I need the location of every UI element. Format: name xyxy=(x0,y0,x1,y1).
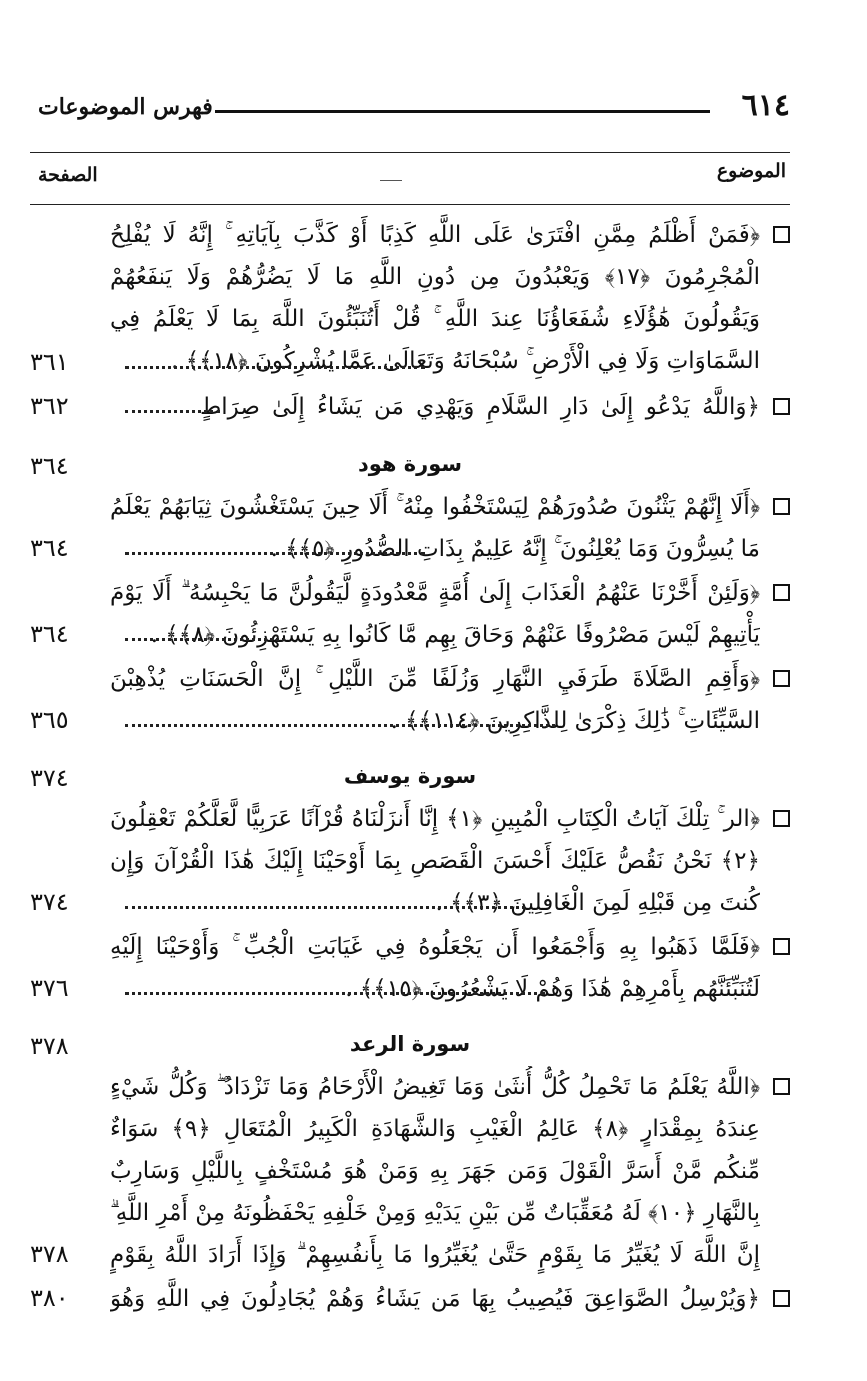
leader-dots xyxy=(125,638,285,641)
checkbox-icon xyxy=(773,398,790,415)
checkbox-icon xyxy=(773,498,790,515)
index-entry xyxy=(30,926,790,1010)
checkbox-icon xyxy=(773,584,790,601)
header-divider xyxy=(30,152,790,153)
surah-heading xyxy=(30,452,790,484)
entry-page-number: ٣٦٥ xyxy=(30,706,69,734)
verse-text: ﴿فَلَمَّا ذَهَبُوا بِهِ وَأَجْمَعُوا أَن يَجْعَلُوهُ فِي غَيَابَتِ الْجُبِّ ۚ وَأَوْحَيْنَا إِلَيْهِ لَتُنَبِّئَنَّهُم بِأَمْرِهِمْ هَٰذَا وَهُمْ لَا يَشْعُرُونَ ﴿١٥﴾﴾ . xyxy=(110,934,760,1002)
checkbox-icon xyxy=(773,938,790,955)
verse-text: ﴿وَلَئِنْ أَخَّرْنَا عَنْهُمُ الْعَذَابَ إِلَىٰ أُمَّةٍ مَّعْدُودَةٍ لَّيَقُولُنَّ مَا يَحْبِسُهُ ۗ أَلَا يَوْمَ يَأْتِيهِمْ لَيْسَ مَصْرُوفًا عَنْهُمْ وَحَاقَ بِهِم مَّا كَانُوا بِهِ يَسْتَهْزِئُونَ ﴿٨﴾﴾ . xyxy=(110,580,760,648)
columns-divider xyxy=(30,204,790,205)
index-entry xyxy=(30,1278,790,1320)
verse-text: ﴿أَلَا إِنَّهُمْ يَثْنُونَ صُدُورَهُمْ لِيَسْتَخْفُوا مِنْهُ ۚ أَلَا حِينَ يَسْتَغْشُونَ ثِيَابَهُمْ يَعْلَمُ مَا يُسِرُّونَ وَمَا يُعْلِنُونَ ۚ إِنَّهُ عَلِيمٌ بِذَاتِ الصُّدُورِ ﴿٥﴾﴾ . xyxy=(110,494,760,562)
index-entry xyxy=(30,798,790,924)
verse-text: ﴿اللَّهُ يَعْلَمُ مَا تَحْمِلُ كُلُّ أُنثَىٰ وَمَا تَغِيضُ الْأَرْحَامُ وَمَا تَزْدَادُ ۖ وَكُلُّ شَيْءٍ عِندَهُ بِمِقْدَارٍ ﴿٨﴾ عَالِمُ الْغَيْبِ وَالشَّهَادَةِ الْكَبِيرُ الْمُتَعَالِ ﴿٩﴾ سَوَاءٌ مِّنكُم مَّنْ أَسَرَّ الْقَوْلَ وَمَن جَهَرَ بِهِ وَمَنْ هُوَ مُسْتَخْفٍ بِاللَّيْلِ وَسَارِبٌ بِالنَّهَارِ ﴿١٠﴾ لَهُ مُعَقِّبَاتٌ مِّن بَيْنِ يَدَيْهِ وَمِنْ خَلْفِهِ يَحْفَظُونَهُ مِنْ أَمْرِ اللَّهِ ۗ إِنَّ اللَّهَ لَا يُغَيِّرُ مَا بِقَوْمٍ حَتَّىٰ يُغَيِّرُوا مَا بِأَنفُسِهِمْ ۗ وَإِذَا أَرَادَ اللَّهُ بِقَوْمٍ xyxy=(110,1074,760,1268)
entry-page-number: ٣٦٤ xyxy=(30,534,69,562)
entry-page-number: ٣٨٠ xyxy=(30,1284,69,1312)
surah-heading xyxy=(30,764,790,796)
leader-dots xyxy=(125,992,545,995)
index-entry xyxy=(30,386,790,428)
entry-page-number: ٣٦٤ xyxy=(30,620,69,648)
surah-heading xyxy=(30,1032,790,1064)
surah-page-number: ٣٧٤ xyxy=(30,764,69,792)
verse-text: ﴿وَأَقِمِ الصَّلَاةَ طَرَفَيِ النَّهَارِ وَزُلَفًا مِّنَ اللَّيْلِ ۚ إِنَّ الْحَسَنَاتِ يُذْهِبْنَ السَّيِّئَاتِ ۚ ذَٰلِكَ ذِكْرَىٰ لِلذَّاكِرِينَ ﴿١١٤﴾﴾ . xyxy=(110,666,760,734)
page-number: ٦١٤ xyxy=(741,88,790,123)
surah-page-number: ٣٦٤ xyxy=(30,452,69,480)
surah-title: سورة هود xyxy=(357,452,463,476)
verse-text: ﴿وَاللَّهُ يَدْعُو إِلَىٰ دَارِ السَّلَامِ وَيَهْدِي مَن يَشَاءُ إِلَىٰ صِرَاطٍ xyxy=(200,394,760,420)
verse-text: ﴿وَيُرْسِلُ الصَّوَاعِقَ فَيُصِيبُ بِهَا مَن يَشَاءُ وَهُمْ يُجَادِلُونَ فِي اللَّهِ وَهُوَ xyxy=(110,1286,760,1312)
surah-title: سورة الرعد xyxy=(349,1032,471,1056)
index-entry xyxy=(30,658,790,742)
column-page: الصفحة xyxy=(38,164,98,186)
divider-dash xyxy=(380,180,402,181)
surah-page-number: ٣٧٨ xyxy=(30,1032,69,1060)
entry-page-number: ٣٧٤ xyxy=(30,888,69,916)
checkbox-icon xyxy=(773,1290,790,1307)
index-entry xyxy=(30,214,790,382)
surah-title: سورة يوسف xyxy=(343,764,477,788)
leader-dots xyxy=(125,724,555,727)
entry-page-number: ٣٧٦ xyxy=(30,974,69,1002)
running-title: فهرس الموضوعات xyxy=(38,94,213,120)
checkbox-icon xyxy=(773,1078,790,1095)
header-rule xyxy=(215,110,710,113)
index-entry xyxy=(30,1066,790,1276)
leader-dots xyxy=(125,552,425,555)
checkbox-icon xyxy=(773,670,790,687)
running-header xyxy=(30,88,790,128)
entry-page-number: ٣٧٨ xyxy=(30,1240,69,1268)
index-entry xyxy=(30,486,790,570)
checkbox-icon xyxy=(773,226,790,243)
entry-page-number: ٣٦١ xyxy=(30,348,69,376)
column-topic: الموضوع xyxy=(716,160,786,182)
column-headings xyxy=(30,160,790,190)
checkbox-icon xyxy=(773,810,790,827)
index-entry xyxy=(30,572,790,656)
leader-dots xyxy=(125,410,220,413)
verse-text: ﴿فَمَنْ أَظْلَمُ مِمَّنِ افْتَرَىٰ عَلَى اللَّهِ كَذِبًا أَوْ كَذَّبَ بِآيَاتِهِ ۚ إِنَّهُ لَا يُفْلِحُ الْمُجْرِمُونَ ﴿١٧﴾ وَيَعْبُدُونَ مِن دُونِ اللَّهِ مَا لَا يَضُرُّهُمْ وَلَا يَنفَعُهُمْ وَيَقُولُونَ هَٰؤُلَاءِ شُفَعَاؤُنَا عِندَ اللَّهِ ۚ قُلْ أَتُنَبِّئُونَ اللَّهَ بِمَا لَا يَعْلَمُ فِي السَّمَاوَاتِ وَلَا فِي الْأَرْضِ ۚ سُبْحَانَهُ وَتَعَالَىٰ عَمَّا يُشْرِكُونَ ﴿١٨﴾﴾ . xyxy=(110,222,760,374)
leader-dots xyxy=(125,906,525,909)
entry-page-number: ٣٦٢ xyxy=(30,392,69,420)
verse-text: ﴿الر ۚ تِلْكَ آيَاتُ الْكِتَابِ الْمُبِينِ ﴿١﴾ إِنَّا أَنزَلْنَاهُ قُرْآنًا عَرَبِيًّا لَّعَلَّكُمْ تَعْقِلُونَ ﴿٢﴾ نَحْنُ نَقُصُّ عَلَيْكَ أَحْسَنَ الْقَصَصِ بِمَا أَوْحَيْنَا إِلَيْكَ هَٰذَا الْقُرْآنَ وَإِن كُنتَ مِن قَبْلِهِ لَمِنَ الْغَافِلِينَ ﴿٣﴾﴾ . xyxy=(110,806,760,916)
leader-dots xyxy=(125,366,425,369)
